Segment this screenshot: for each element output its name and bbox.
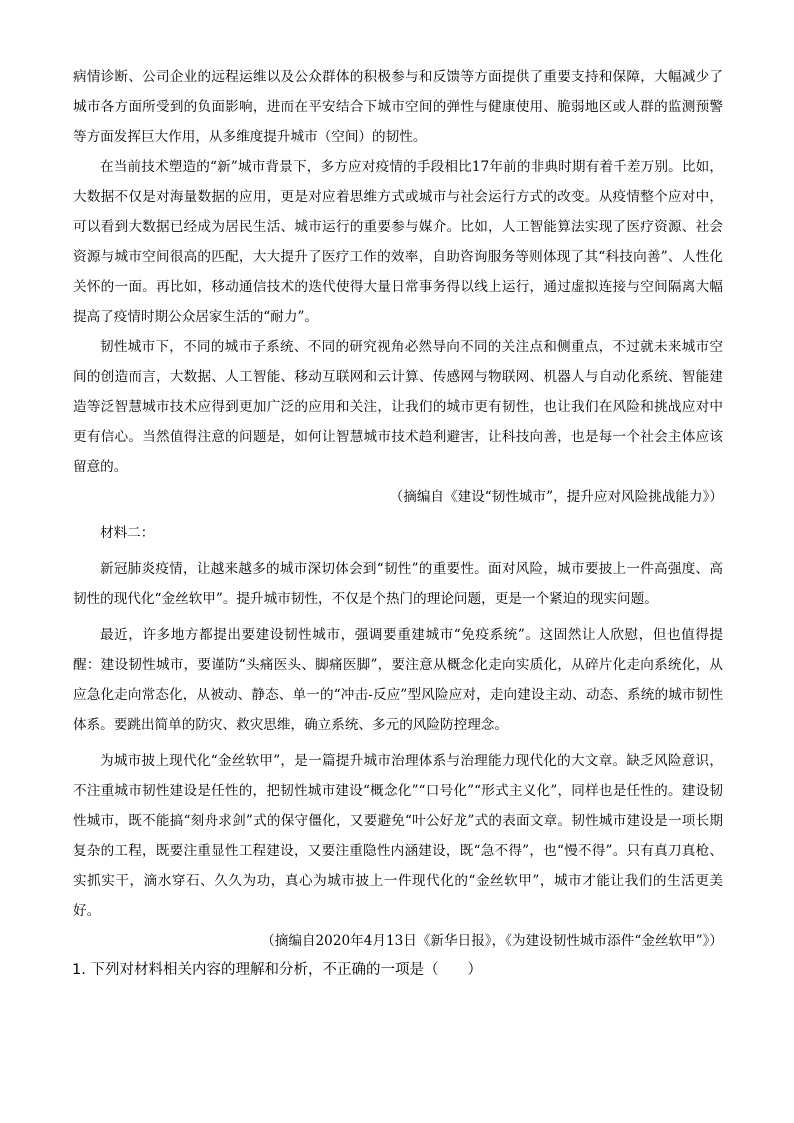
material2-source: （摘编自2020年4月13日《新华日报》，《为建设韧性城市添件“金丝软甲”》） [261, 933, 723, 949]
document-body [73, 62, 723, 984]
material2-paragraph-3: 为城市披上现代化“金丝软甲”，是一篇提升城市治理体系与治理能力现代化的大文章。缺乏风险意识，不注重城市韧性建设是任性的，把韧性城市建设“概念化”“口号化”“形式主义化”，同样也是任性的。建设韧性城市，既不能搞“刻舟求剑”式的保守僵化，又要避免“叶公好龙”式的表面文章。韧性城市建设是一项长期复杂的工程，既要注重显性工程建设，又要注重隐性内涵建设，既“急不得”，也“慢不得”。只有真刀真枪、实抓实干，滴水穿石、久久为功，真心为城市披上一件现代化的“金丝软甲”，城市才能让我们的生活更美好。 [73, 753, 723, 919]
material2-paragraph-2: 最近，许多地方都提出要建设韧性城市，强调要重建城市“免疫系统”。这固然让人欣慰，但也值得提醒：建设韧性城市，要谨防“头痛医头、脚痛医脚”，要注意从概念化走向实质化，从碎片化走向系统化，从应急化走向常态化，从被动、静态、单一的“冲击-反应”型风险应对，走向建设主动、动态、系统的城市韧性体系。要跳出简单的防灾、救灾思维，确立系统、多元的风险防控理念。 [73, 627, 723, 733]
material2-heading: 材料二： [100, 525, 155, 541]
material1-paragraph-3: 韧性城市下，不同的城市子系统、不同的研究视角必然导向不同的关注点和侧重点，不过就未来城市空间的创造而言，大数据、人工智能、移动互联网和云计算、传感网与物联网、机器人与自动化系统、智能建造等泛智慧城市技术应得到更加广泛的应用和关注，让我们的城市更有韧性，也让我们在风险和挑战应对中更有信心。当然值得注意的问题是，如何让智慧城市技术趋利避害，让科技向善，也是每一个社会主体应该留意的。 [73, 339, 723, 475]
material1-paragraph-1: 病情诊断、公司企业的远程运维以及公众群体的积极参与和反馈等方面提供了重要支持和保障，大幅减少了城市各方面所受到的负面影响，进而在平安结合下城市空间的弹性与健康使用、脆弱地区或人群的监测预警等方面发挥巨大作用，从多维度提升城市（空间）的韧性。 [73, 69, 723, 145]
material1-paragraph-2: 在当前技术塑造的“新”城市背景下，多方应对疫情的手段相比17年前的非典时期有着千差万别。比如，大数据不仅是对海量数据的应用，更是对应着思维方式或城市与社会运行方式的改变。从疫情整个应对中，可以看到大数据已经成为居民生活、城市运行的重要参与媒介。比如，人工智能算法实现了医疗资源、社会资源与城市空间很高的匹配，大大提升了医疗工作的效率，自助咨询服务等则体现了其“科技向善”、人性化关怀的一面。再比如，移动通信技术的迭代使得大量日常事务得以线上运行，通过虚拟连接与空间隔离大幅提高了疫情时期公众居家生活的“耐力”。 [73, 159, 723, 325]
material1-source: （摘编自《建设“韧性城市”，提升应对风险挑战能力》） [389, 489, 723, 505]
question-1: 1. 下列对材料相关内容的理解和分析，不正确的一项是（ ） [72, 962, 482, 978]
material2-paragraph-1: 新冠肺炎疫情，让越来越多的城市深切体会到“韧性”的重要性。面对风险，城市要披上一件高强度、高韧性的现代化“金丝软甲”。提升城市韧性，不仅是个热门的理论问题，更是一个紧迫的现实问题。 [73, 561, 723, 607]
